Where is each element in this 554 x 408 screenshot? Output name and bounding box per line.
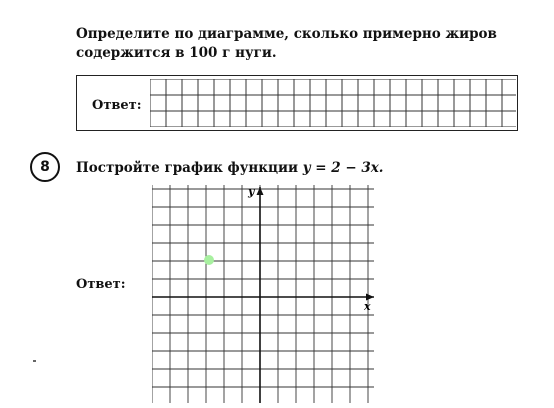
coordinate-grid[interactable] xyxy=(152,185,377,403)
task-formula: y = 2 − 3x. xyxy=(302,160,384,176)
answer-graph-label: Ответ: xyxy=(76,277,126,292)
task-number-badge xyxy=(30,152,60,182)
y-axis-label: y xyxy=(248,185,255,198)
y-axis-arrow-icon xyxy=(257,187,264,195)
answer-label: Ответ: xyxy=(92,98,142,113)
task-text xyxy=(76,160,384,176)
question-text: Определите по диаграмме, сколько примерно жиров содержится в 100 г нуги. xyxy=(76,26,497,61)
answer-input-grid[interactable] xyxy=(150,79,516,127)
task-text-prefix: Постройте график функции xyxy=(76,160,303,176)
task-number: 8 xyxy=(40,159,50,175)
scan-speck xyxy=(33,360,36,362)
x-axis-label: x xyxy=(364,300,371,313)
highlight-marker xyxy=(204,255,214,265)
